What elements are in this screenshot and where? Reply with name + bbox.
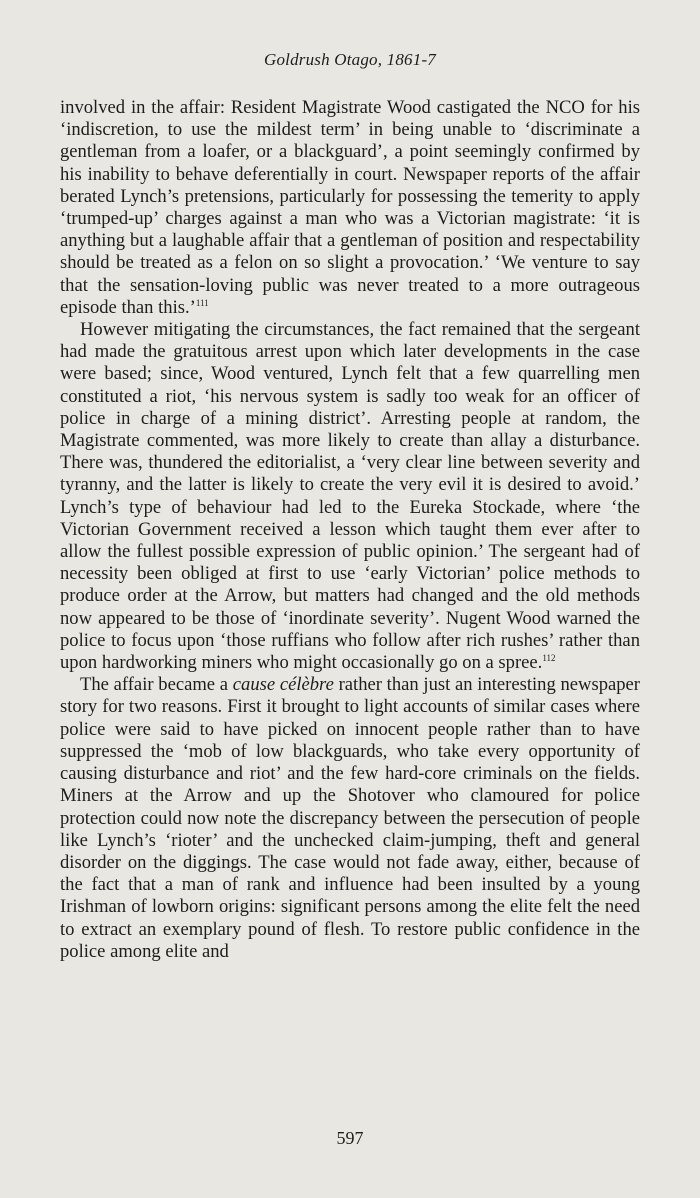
paragraph-3 [60, 674, 640, 963]
footnote-ref-111[interactable]: 111 [195, 297, 209, 308]
paragraph-2-text: However mitigating the circumstances, the fact remained that the sergeant had made the gratuitous arrest upon which later developments in the case were based; since, Wood ventured, Lynch felt that a few quarrelling men constituted a riot, ‘his nervous system is sadly too weak for an officer of police in charge of a mining district’. Arresting people at random, the Magistrate commented, was more likely to create than allay a disturbance. There was, thundered the editorialist, a ‘very clear line between severity and tyranny, and the latter is likely to create the very evil it is desired to avoid.’ Lynch’s type of behaviour had led to the Eureka Stockade, where ‘the Victorian Government received a lesson which taught them ever after to allow the fullest possible expression of public opinion.’ The sergeant had of necessity been obliged at first to use ‘early Victorian’ police methods to produce order at the Arrow, but matters had changed and the old methods now appeared to be those of ‘inordinate severity’. Nugent Wood warned the police to focus upon ‘those ruffians who follow after rich rushes’ rather than upon hardworking miners who might occasionally go on a spree. [60, 319, 640, 674]
page-number: 597 [336, 1128, 364, 1148]
paragraph-3-text-start: The affair became a [80, 674, 233, 696]
running-head: Goldrush Otago, 1861-7 [263, 50, 437, 69]
body-text [60, 97, 640, 963]
paragraph-2 [60, 319, 640, 674]
footnote-ref-112[interactable]: 112 [542, 653, 556, 664]
paragraph-3-italic-phrase: cause célèbre [232, 674, 334, 696]
paragraph-1-text: involved in the affair: Resident Magistrate Wood castigated the NCO for his ‘indiscretion, to use the mildest term’ in being unable to ‘discriminate a gentleman from a loafer, or a blackguard’, a point seemingly confirmed by his inability to behave deferentially in court. Newspaper reports of the affair berated Lynch’s pretensions, particularly for possessing the temerity to apply ‘trumped-up’ charges against a man who was a Victorian magistrate: ‘it is anything but a laughable affair that a gentleman of position and respectability should be treated as a felon on so slight a provocation.’ ‘We venture to say that the sensation-loving public was never treated to a more outrageous episode than this.’ [60, 97, 640, 318]
paragraph-1 [60, 97, 640, 319]
paragraph-3-text-end: rather than just an interesting newspaper story for two reasons. First it brought to light accounts of similar cases where police were said to have picked on innocent people rather than to have suppressed the ‘mob of low blackguards, who take every opportunity of causing disturbance and riot’ and the few hard-core criminals on the fields. Miners at the Arrow and up the Shotover who clamoured for police protection could now note the discrepancy between the persecution of people like Lynch’s ‘rioter’ and the unchecked claim-jumping, theft and general disorder on the diggings. The case would not fade away, either, because of the fact that a man of rank and influence had been insulted by a young Irishman of lowborn origins: significant persons among the elite felt the need to extract an exemplary pound of flesh. To restore public confidence in the police among elite and [60, 674, 640, 962]
